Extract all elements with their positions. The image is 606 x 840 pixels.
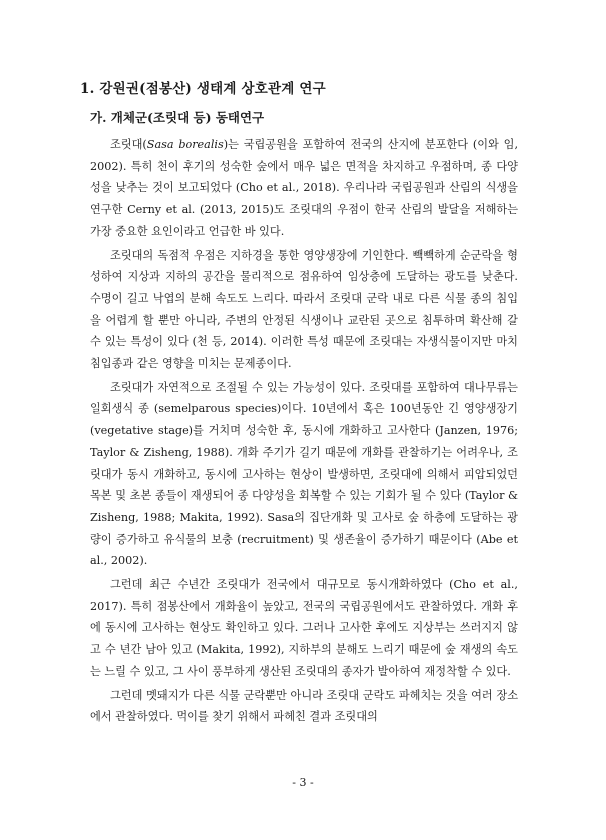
paragraph-4: 그런데 최근 수년간 조릿대가 전국에서 대규모로 동시개화하였다 (Cho et al., 2017). 특히 점봉산에서 개화율이 높았고, 전국의 국립공원에서도 관찰하였다. 개화 후에 동시에 고사하는 현상도 확인하고 있다. 그러나 고사한 후에도 지상부는 쓰러지지 않고 수 년간 남아 있고 (Makita, 1992), 지하부의 분해도 느리기 때문에 숲 재생의 속도는 느릴 수 있고, 그 사이 풍부하게 생산된 조릿대의 종자가 발아하여 재정착할 수 있다.	[90, 578, 518, 678]
paragraph-3: 조릿대가 자연적으로 조절될 수 있는 가능성이 있다. 조릿대를 포함하여 대나무류는 일회생식 종 (semelparous species)이다. 10년에서 혹은 100년동안 긴 영양생장기 (vegetative stage)를 거치며 성숙한 후, 동시에 개화하고 고사한다 (Janzen, 1976; Taylor & Zisheng, 1988). 개화 주기가 길기 때문에 개화를 관찰하기는 어려우나, 조릿대가 동시 개화하고, 동시에 고사하는 현상이 발생하면, 조릿대에 의해서 피압되었던 목본 및 초본 종들이 재생되어 종 다양성을 회복할 수 있는 기회가 될 수 있다 (Taylor & Zisheng, 1988; Makita, 1992). Sasa의 집단개화 및 고사로 숲 하층에 도달하는 광량이 증가하고 유식물의 보충 (recruitment) 및 생존율이 증가하기 때문이다 (Abe et al., 2002).	[90, 380, 519, 568]
body-text	[90, 134, 518, 730]
section-title: 1. 강원권(점봉산) 생태계 상호관계 연구	[80, 81, 326, 97]
paragraph-1-rest: )는 국립공원을 포함하여 전국의 산지에 분포한다 (이와 임, 2002). 특히 천이 후기의 성숙한 숲에서 매우 넓은 면적을 차지하고 우점하며, 종 다양성을 낮추는 것이 보고되었다 (Cho et al., 2018). 우리나라 국립공원과 산림의 식생을 연구한 Cerny et al. (2013, 2015)도 조릿대의 우점이 한국 산림의 발달을 저해하는 가장 중요한 요인이라고 언급한 바 있다.	[90, 138, 518, 238]
paragraph-1	[90, 134, 518, 243]
species-name: Sasa borealis	[146, 138, 224, 151]
paragraph-1-lead: 조릿대(	[110, 138, 147, 151]
paragraph-2: 조릿대의 독점적 우점은 지하경을 통한 영양생장에 기인한다. 빽빽하게 순군락을 형성하여 지상과 지하의 공간을 물리적으로 점유하여 임상층에 도달하는 광도를 낮춘다. 수명이 길고 낙엽의 분해 속도도 느리다. 따라서 조릿대 군락 내로 다른 식물 종의 침입을 어렵게 할 뿐만 아니라, 주변의 안정된 식생이나 교란된 곳으로 침투하며 확산해 갈 수 있는 특성이 있다 (천 등, 2014). 이러한 특성 때문에 조릿대는 자생식물이지만 마치 침입종과 같은 영향을 미치는 문제종이다.	[90, 248, 518, 371]
subsection-title: 가. 개체군(조릿대 등) 동태연구	[90, 110, 265, 125]
paragraph-5: 그런데 멧돼지가 다른 식물 군락뿐만 아니라 조릿대 군락도 파헤치는 것을 여러 장소에서 관찰하였다. 먹이를 찾기 위해서 파헤친 결과 조릿대의	[90, 688, 518, 724]
page-number: - 3 -	[292, 776, 314, 789]
